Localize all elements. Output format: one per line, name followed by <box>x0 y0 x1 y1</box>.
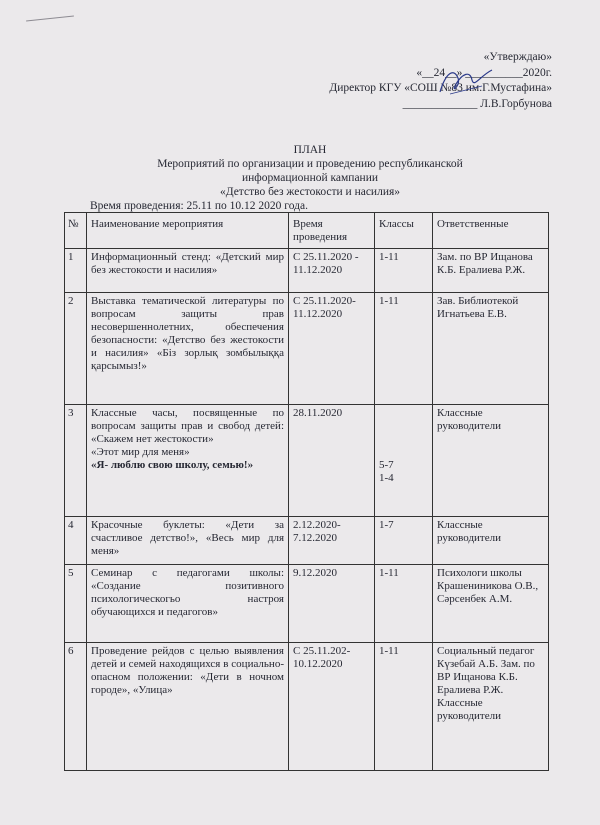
table-header-row <box>65 213 549 249</box>
events-table <box>64 212 549 771</box>
plan-title: ПЛАН <box>293 144 327 156</box>
approval-block <box>272 50 552 112</box>
row-classes: 1-11 <box>375 293 433 405</box>
approval-position: Директор КГУ «СОШ №83 им.Г.Мустафина» <box>329 82 552 94</box>
row-number: 1 <box>65 249 87 293</box>
time-period: Время проведения: 25.11 по 10.12 2020 года. <box>90 200 308 212</box>
row-event: Выставка тематической литературы по вопросам защиты прав несовершеннолетних, обеспечения безопасности: «Детство без жестокости и насилия» «Біз зорлық зомбылыққа қарсымыз!» <box>87 293 289 405</box>
table-row <box>65 405 549 517</box>
row-responsible: Психологи школы Крашениникова О.В., Сәрсенбек А.М. <box>433 565 549 643</box>
row-time: С 25.11.2020- 11.12.2020 <box>289 293 375 405</box>
handwritten-signature <box>436 64 496 98</box>
row-event: Семинар с педагогами школы: «Создание позитивного психологическогьо настроя обучающихся и педагогов» <box>87 565 289 643</box>
row-responsible: Социальный педагог Күзебай А.Б. Зам. по ВР Ищанова К.Б. Ералиева Р.Ж. Классные руководители <box>433 643 549 771</box>
row-number: 6 <box>65 643 87 771</box>
row-event-part: «Этот мир для меня» <box>91 446 190 458</box>
row-classes: 1-7 <box>375 517 433 565</box>
row-event-part: «Я- люблю свою школу, семью!» <box>91 459 254 471</box>
header-event: Наименование мероприятия <box>87 213 289 249</box>
table-row <box>65 293 549 405</box>
row-time: 28.11.2020 <box>289 405 375 517</box>
approval-date: «__24__» __________2020г. <box>416 66 552 79</box>
row-number: 2 <box>65 293 87 405</box>
row-number: 4 <box>65 517 87 565</box>
plan-subtitle-1: Мероприятий по организации и проведению республиканской <box>157 158 463 170</box>
row-classes: 1-11 <box>375 249 433 293</box>
row-responsible: Зам. по ВР Ищанова К.Б. Ералиева Р.Ж. <box>433 249 549 293</box>
row-number: 5 <box>65 565 87 643</box>
row-responsible: Классные руководители <box>433 517 549 565</box>
header-classes: Классы <box>375 213 433 249</box>
row-event <box>87 405 289 517</box>
row-classes-part: 1-4 <box>379 472 394 484</box>
header-number: № <box>65 213 87 249</box>
row-classes: 1-11 <box>375 565 433 643</box>
row-time: 9.12.2020 <box>289 565 375 643</box>
row-event: Красочные буклеты: «Дети за счастливое детство!», «Весь мир для меня» <box>87 517 289 565</box>
row-responsible: Зав. Библиотекой Игнатьева Е.В. <box>433 293 549 405</box>
row-number: 3 <box>65 405 87 517</box>
scan-mark <box>26 15 74 21</box>
row-time: С 25.11.2020 - 11.12.2020 <box>289 249 375 293</box>
plan-subtitle-2: информационной кампании <box>241 172 379 184</box>
row-time: С 25.11.202- 10.12.2020 <box>289 643 375 771</box>
approval-title: «Утверждаю» <box>483 51 552 63</box>
row-event: Проведение рейдов с целью выявления детей и семей находящихся в социально-опасном положении: «Дети в ночном городе», «Улица» <box>87 643 289 771</box>
row-classes <box>375 405 433 517</box>
row-classes-part: 5-7 <box>379 459 394 471</box>
table-row <box>65 643 549 771</box>
plan-subtitle-3: «Детство без жестокости и насилия» <box>219 186 401 198</box>
table-row <box>65 565 549 643</box>
row-classes-blank <box>379 407 428 459</box>
row-event: Информационный стенд: «Детский мир без жестокости и насилия» <box>87 249 289 293</box>
row-responsible: Классные руководители <box>433 405 549 517</box>
approval-signature-line: _____________ Л.В.Горбунова <box>402 97 552 110</box>
table-row <box>65 249 549 293</box>
row-time: 2.12.2020- 7.12.2020 <box>289 517 375 565</box>
header-time: Время проведения <box>289 213 375 249</box>
header-responsible: Ответственные <box>433 213 549 249</box>
table-row <box>65 517 549 565</box>
row-event-part: Классные часы, посвященные по вопросам защиты прав и свобод детей: «Скажем нет жестокости» <box>91 407 284 445</box>
row-classes: 1-11 <box>375 643 433 771</box>
plan-heading <box>95 143 525 199</box>
